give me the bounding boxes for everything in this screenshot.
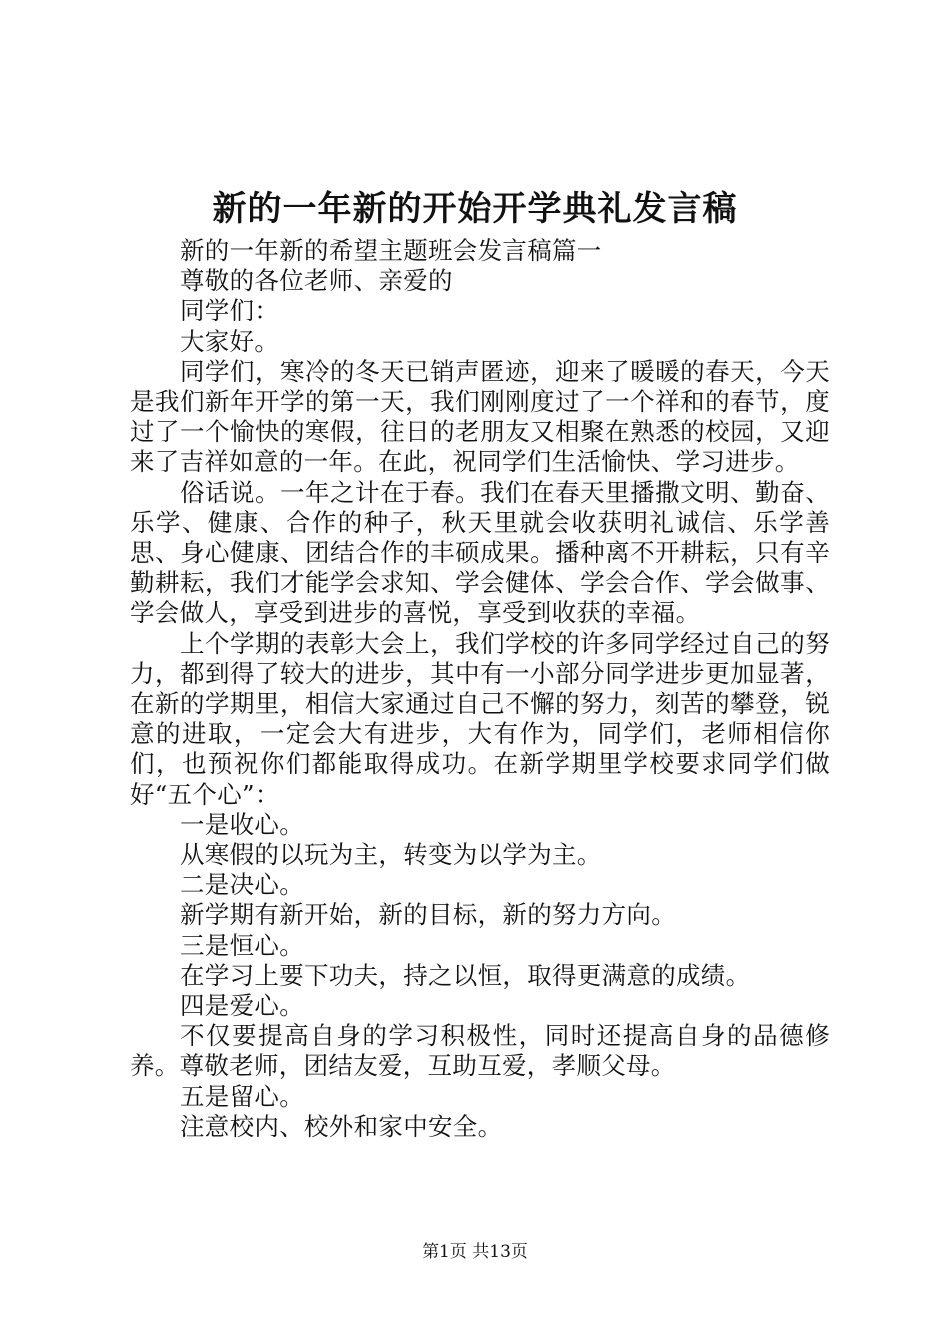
paragraph: 从寒假的以玩为主，转变为以学为主。 [180, 840, 602, 870]
paragraph: 二是决心。 [180, 870, 304, 900]
paragraph: 新学期有新开始，新的目标，新的努力方向。 [180, 900, 676, 930]
paragraph: 新的一年新的希望主题班会发言稿篇一 [180, 236, 602, 265]
paragraph: 注意校内、校外和家中安全。 [180, 1111, 503, 1141]
document-body [130, 236, 830, 1142]
paragraph: 三是恒心。 [180, 930, 304, 960]
paragraph: 同学们： [180, 296, 280, 326]
paragraph: 五是留心。 [180, 1081, 304, 1111]
paragraph: 一是收心。 [180, 809, 304, 839]
page-number-footer: 第1页 共13页 [422, 1242, 528, 1262]
paragraph: 尊敬的各位老师、亲爱的 [180, 266, 453, 296]
paragraph: 大家好。 [180, 326, 280, 356]
paragraph: 不仅要提高自身的学习积极性，同时还提高自身的品德修养。尊敬老师，团结友爱，互助互爱，孝顺父母。 [130, 1021, 830, 1081]
paragraph: 上个学期的表彰大会上，我们学校的许多同学经过自己的努力，都到得了较大的进步，其中有一小部分同学进步更加显著，在新的学期里，相信大家通过自己不懈的努力，刻苦的攀登，锐意的进取，一定会大有进步，大有作为，同学们，老师相信你们，也预祝你们都能取得成功。在新学期里学校要求同学们做好“五个心”： [130, 628, 830, 809]
paragraph: 在学习上要下功夫，持之以恒，取得更满意的成绩。 [180, 960, 751, 990]
paragraph: 俗话说。一年之计在于春。我们在春天里播撒文明、勤奋、乐学、健康、合作的种子，秋天里就会收获明礼诚信、乐学善思、身心健康、团结合作的丰硕成果。播种离不开耕耘，只有辛勤耕耘，我们才能学会求知、学会健体、学会合作、学会做事、学会做人，享受到进步的喜悦，享受到收获的幸福。 [130, 477, 830, 628]
paragraph: 同学们，寒冷的冬天已销声匿迹，迎来了暖暖的春天，今天是我们新年开学的第一天，我们刚刚度过了一个祥和的春节，度过了一个愉快的寒假，往日的老朋友又相聚在熟悉的校园，又迎来了吉祥如意的一年。在此，祝同学们生活愉快、学习进步。 [130, 356, 830, 477]
document-title: 新的一年新的开始开学典礼发言稿 [212, 189, 738, 229]
paragraph: 四是爱心。 [180, 991, 304, 1021]
